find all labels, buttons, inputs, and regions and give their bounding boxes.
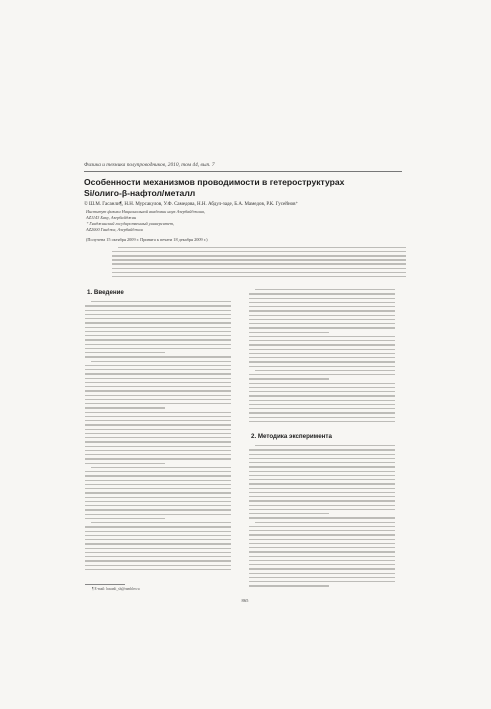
body-text-line <box>249 581 395 582</box>
body-text-line <box>249 383 395 384</box>
body-text-line <box>249 417 395 418</box>
body-text-line <box>85 318 231 319</box>
body-text-line <box>85 509 231 510</box>
body-text-line <box>85 488 231 489</box>
body-text-line <box>85 484 231 485</box>
body-text-line <box>85 416 231 417</box>
body-text-line <box>249 408 395 409</box>
affiliation-line: ⁺ Гянджинский государственный университет, <box>86 221 175 226</box>
body-text-line <box>85 543 231 544</box>
footnote-rule <box>85 584 125 585</box>
body-text-line <box>249 374 395 375</box>
body-text-line <box>85 565 231 566</box>
body-text-line <box>85 433 231 434</box>
body-text-line <box>85 441 231 442</box>
body-text-line <box>249 332 329 333</box>
body-text-line <box>255 445 395 446</box>
body-text-line <box>249 551 395 552</box>
author-list: © Ш.М. Гасанли¶, Н.Н. Мурсакулов, У.Ф. Самедова, Н.Н. Абдул-заде, Б.А. Мамедов, Р.К. Гусейнов⁺ <box>84 202 299 207</box>
affiliation-line: AZ2000 Гянджа, Азербайджан <box>86 227 143 232</box>
body-text-line <box>249 462 395 463</box>
body-text-line <box>85 399 231 400</box>
body-text-line <box>85 386 231 387</box>
abstract-block <box>112 247 412 281</box>
body-text-line <box>85 369 231 370</box>
body-text-line <box>249 395 395 396</box>
body-text-line <box>91 522 231 523</box>
body-text-line <box>249 539 395 540</box>
body-text-line <box>255 522 395 523</box>
body-text-line <box>249 479 395 480</box>
body-text-line <box>249 500 395 501</box>
body-text-line <box>85 429 231 430</box>
body-text-line <box>112 272 406 273</box>
body-text-line <box>249 349 395 350</box>
body-text-line <box>85 450 231 451</box>
body-text-line <box>249 475 395 476</box>
body-text-line <box>85 403 231 404</box>
affiliation-line: AZ1143 Баку, Азербайджан <box>86 215 137 220</box>
body-text-line <box>249 585 329 586</box>
body-text-line <box>85 539 231 540</box>
body-text-line <box>85 505 231 506</box>
body-text-line <box>249 302 395 303</box>
body-text-line <box>85 458 231 459</box>
body-text-line <box>249 517 395 518</box>
body-text-line <box>249 306 395 307</box>
body-text-line <box>249 505 395 506</box>
body-text-line <box>249 458 395 459</box>
body-text-line <box>85 475 231 476</box>
header-rule <box>84 171 402 172</box>
body-text-line <box>249 421 395 422</box>
body-text-line <box>85 518 165 519</box>
body-text-line <box>85 514 231 515</box>
body-text-line <box>249 357 395 358</box>
body-text-line <box>249 560 395 561</box>
body-text-line <box>85 480 231 481</box>
body-text-line <box>85 492 231 493</box>
body-text-line <box>249 556 395 557</box>
body-text-line <box>249 315 395 316</box>
body-text-line <box>249 577 395 578</box>
body-text-line <box>85 335 231 336</box>
article-title <box>84 177 404 198</box>
body-text-line <box>85 501 231 502</box>
body-text-line <box>249 293 395 294</box>
body-text-line <box>85 556 231 557</box>
body-text-line <box>249 310 395 311</box>
body-text-line <box>85 382 231 383</box>
body-text-line <box>85 552 231 553</box>
body-text-line <box>85 560 231 561</box>
body-text-line <box>249 530 395 531</box>
body-text-line <box>249 387 395 388</box>
body-text-line <box>249 483 395 484</box>
body-text-line <box>85 531 231 532</box>
body-text-line <box>249 496 395 497</box>
body-text-line <box>85 412 231 413</box>
body-text-line <box>249 534 395 535</box>
body-text-line <box>85 314 231 315</box>
body-text-line <box>249 509 395 510</box>
body-text-line <box>249 366 395 367</box>
body-text-line <box>85 548 231 549</box>
body-text-line <box>91 301 231 302</box>
body-text-line <box>249 404 395 405</box>
body-text-line <box>85 378 231 379</box>
body-text-line <box>249 400 395 401</box>
body-text-line <box>85 390 231 391</box>
body-text-line <box>249 454 395 455</box>
body-text-line <box>249 492 395 493</box>
body-text-line <box>85 327 231 328</box>
body-text-line <box>91 361 231 362</box>
body-text-line <box>85 535 231 536</box>
body-text-line <box>85 395 231 396</box>
body-text-line <box>112 263 406 264</box>
body-text-line <box>85 310 231 311</box>
body-text-line <box>85 407 165 408</box>
body-text-line <box>249 361 395 362</box>
section-heading-introduction: 1. Введение <box>87 289 124 296</box>
body-text-line <box>249 378 329 379</box>
body-text-line <box>85 497 231 498</box>
body-text-line <box>85 454 231 455</box>
body-text-line <box>85 331 231 332</box>
body-text-line <box>112 255 406 256</box>
body-text-line <box>85 305 231 306</box>
body-text-line <box>249 344 395 345</box>
body-text-line <box>85 352 165 353</box>
body-text-line <box>249 471 395 472</box>
title-line-1: Особенности механизмов проводимости в гетероструктурах <box>84 177 345 187</box>
body-text-line <box>91 467 231 468</box>
body-text-line <box>249 488 395 489</box>
body-text-line <box>255 370 395 371</box>
body-text-line <box>85 339 231 340</box>
body-text-line <box>249 391 395 392</box>
body-text-line <box>249 526 395 527</box>
body-text-line <box>85 569 231 570</box>
body-text-line <box>249 449 395 450</box>
body-text-line <box>85 424 231 425</box>
body-text-line <box>249 573 395 574</box>
body-text-line <box>249 412 395 413</box>
body-text-line <box>249 298 395 299</box>
received-dates: (Получена 15 октября 2009 г. Принята к печати 18 декабря 2009 г.) <box>86 237 208 242</box>
body-text-line <box>249 568 395 569</box>
body-text-line <box>112 276 406 277</box>
body-text-line <box>85 526 231 527</box>
page-number: 865 <box>241 598 249 603</box>
body-text-line <box>85 322 231 323</box>
footnote: ¶ E-mail: hasanli_sh@rambler.ru <box>92 587 140 591</box>
affiliation-line: Институт физики Национальной академии наук Азербайджана, <box>86 209 206 214</box>
body-text-line <box>85 463 165 464</box>
body-text-line <box>255 289 395 290</box>
body-text-line <box>112 259 406 260</box>
body-text-line <box>249 513 329 514</box>
body-text-line <box>249 327 395 328</box>
body-text-line <box>249 336 395 337</box>
body-text-line <box>85 437 231 438</box>
title-line-2: Si/олиго-β-нафтол/металл <box>84 187 196 198</box>
body-text-line <box>249 353 395 354</box>
body-text-line <box>85 446 231 447</box>
body-text-line <box>249 466 395 467</box>
body-text-line <box>85 356 231 357</box>
section-heading-method: 2. Методика эксперимента <box>251 433 332 440</box>
body-text-line <box>249 319 395 320</box>
body-text-line <box>112 251 406 252</box>
body-text-line <box>112 268 406 269</box>
body-text-line <box>249 340 395 341</box>
body-text-line <box>118 247 406 248</box>
running-header: Физика и техника полупроводников, 2010, том 44, вып. 7 <box>84 162 215 168</box>
body-text-line <box>85 348 231 349</box>
body-text-line <box>249 543 395 544</box>
body-text-line <box>85 420 231 421</box>
body-text-line <box>249 547 395 548</box>
body-text-line <box>85 365 231 366</box>
body-text-line <box>85 373 231 374</box>
body-text-line <box>249 323 395 324</box>
body-text-line <box>85 344 231 345</box>
body-text-line <box>85 471 231 472</box>
body-text-line <box>249 564 395 565</box>
